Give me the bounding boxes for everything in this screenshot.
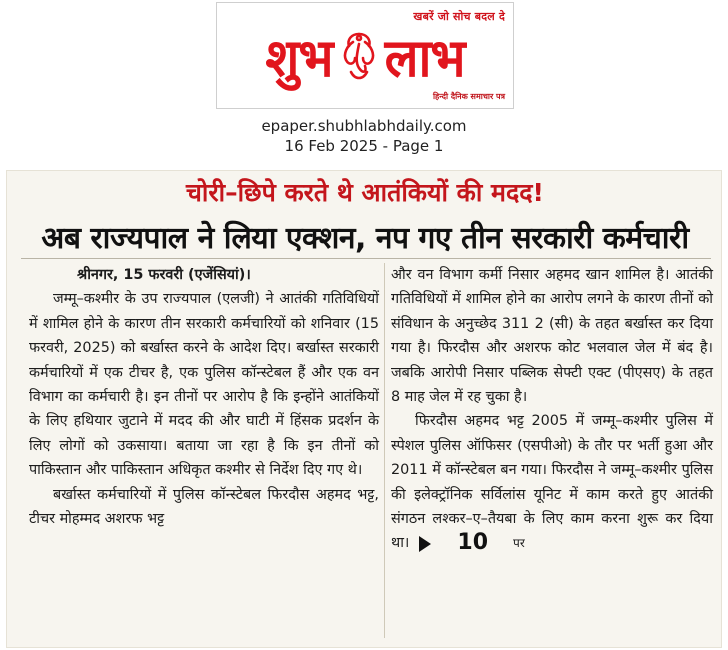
article-dateline: श्रीनगर, 15 फरवरी (एजेंसियां)। (77, 267, 251, 283)
continued-page-number: 10 (457, 530, 489, 556)
newspaper-logo[interactable] (216, 2, 514, 109)
headline-divider (21, 258, 711, 259)
article-clipping (6, 170, 722, 648)
article-column-left (29, 263, 379, 531)
article-column-right (391, 263, 713, 556)
logo-tagline: खबरें जो सोच बदल दे (413, 10, 505, 23)
continued-on-page-link[interactable] (419, 531, 524, 555)
continued-page-suffix: पर (513, 536, 525, 551)
masthead (0, 0, 728, 170)
source-url[interactable]: epaper.shubhlabhdaily.com (261, 117, 467, 135)
triangle-right-icon (419, 536, 431, 552)
body-paragraph-text: फिरदौस अहमद भट्ट 2005 में जम्मू–कश्मीर पुलिस में स्पेशल पुलिस ऑफिसर (एसपीओ) के तौर पर भर्ती हुआ और 2011 में कॉन्स्टेबल बन गया। फिरदौस ने जम्मू–कश्मीर पुलिस की इलेक्ट्रॉनिक सर्विलांस यूनिट में काम करते हुए आतंकी संगठन लश्कर–ए–तैयबा के लिए काम करना शुरू कर दिया था। (391, 413, 713, 552)
logo-word-right: लाभ (384, 27, 465, 89)
logo-wordmark (217, 21, 513, 91)
body-paragraph: जम्मू–कश्मीर के उप राज्यपाल (एलजी) ने आतंकी गतिविधियों में शामिल होने के कारण तीन सरकारी कर्मचारियों को शनिवार (15 फरवरी, 2025) को बर्खास्त करने के आदेश दिए। बर्खास्त सरकारी कर्मचारियों में एक टीचर है, एक पुलिस कॉन्स्टेबल हैं और एक वन विभाग का कर्मचारी है। इन तीनों पर आरोप है कि इन्होंने आतंकियों के लिए हथियार जुटाने में मदद की और घाटी में हिंसक प्रदर्शन के लिए लोगों को उकसाया। बताया जा रहा है कि इन तीनों को पाकिस्तान और पाकिस्तान अधिकृत कश्मीर से निर्देश दिए गए थे। (29, 291, 379, 479)
article-headline: अब राज्यपाल ने लिया एक्शन, नप गए तीन सरकारी कर्मचारी (41, 221, 689, 256)
body-paragraph: और वन विभाग कर्मी निसार अहमद खान शामिल है। आतंकी गतिविधियों में शामिल होने का आरोप लगने के कारण तीनों को संविधान के अनुच्छेद 311 2 (सी) के तहत बर्खास्त कर दिया गया है। फिरदौस और अशरफ कोट भलवाल जेल में बंद है। जबकि आरोपी निसार पब्लिक सेफ्टी एक्ट (पीएसए) के तहत 8 माह जेल में रह चुका है। (391, 267, 713, 406)
logo-subtag: हिन्दी दैनिक समाचार पत्र (432, 92, 505, 101)
body-paragraph-final (391, 409, 713, 556)
column-divider (384, 263, 385, 638)
article-kicker: चोरी–छिपे करते थे आतंकियों की मदद! (186, 178, 544, 207)
ganesha-icon (337, 28, 381, 84)
logo-word-left: शुभ (265, 27, 333, 89)
source-date-page: 16 Feb 2025 - Page 1 (284, 137, 444, 155)
body-paragraph: बर्खास्त कर्मचारियों में पुलिस कॉन्स्टेबल फिरदौस अहमद भट्ट, टीचर मोहम्मद अशरफ भट्ट (29, 486, 379, 528)
